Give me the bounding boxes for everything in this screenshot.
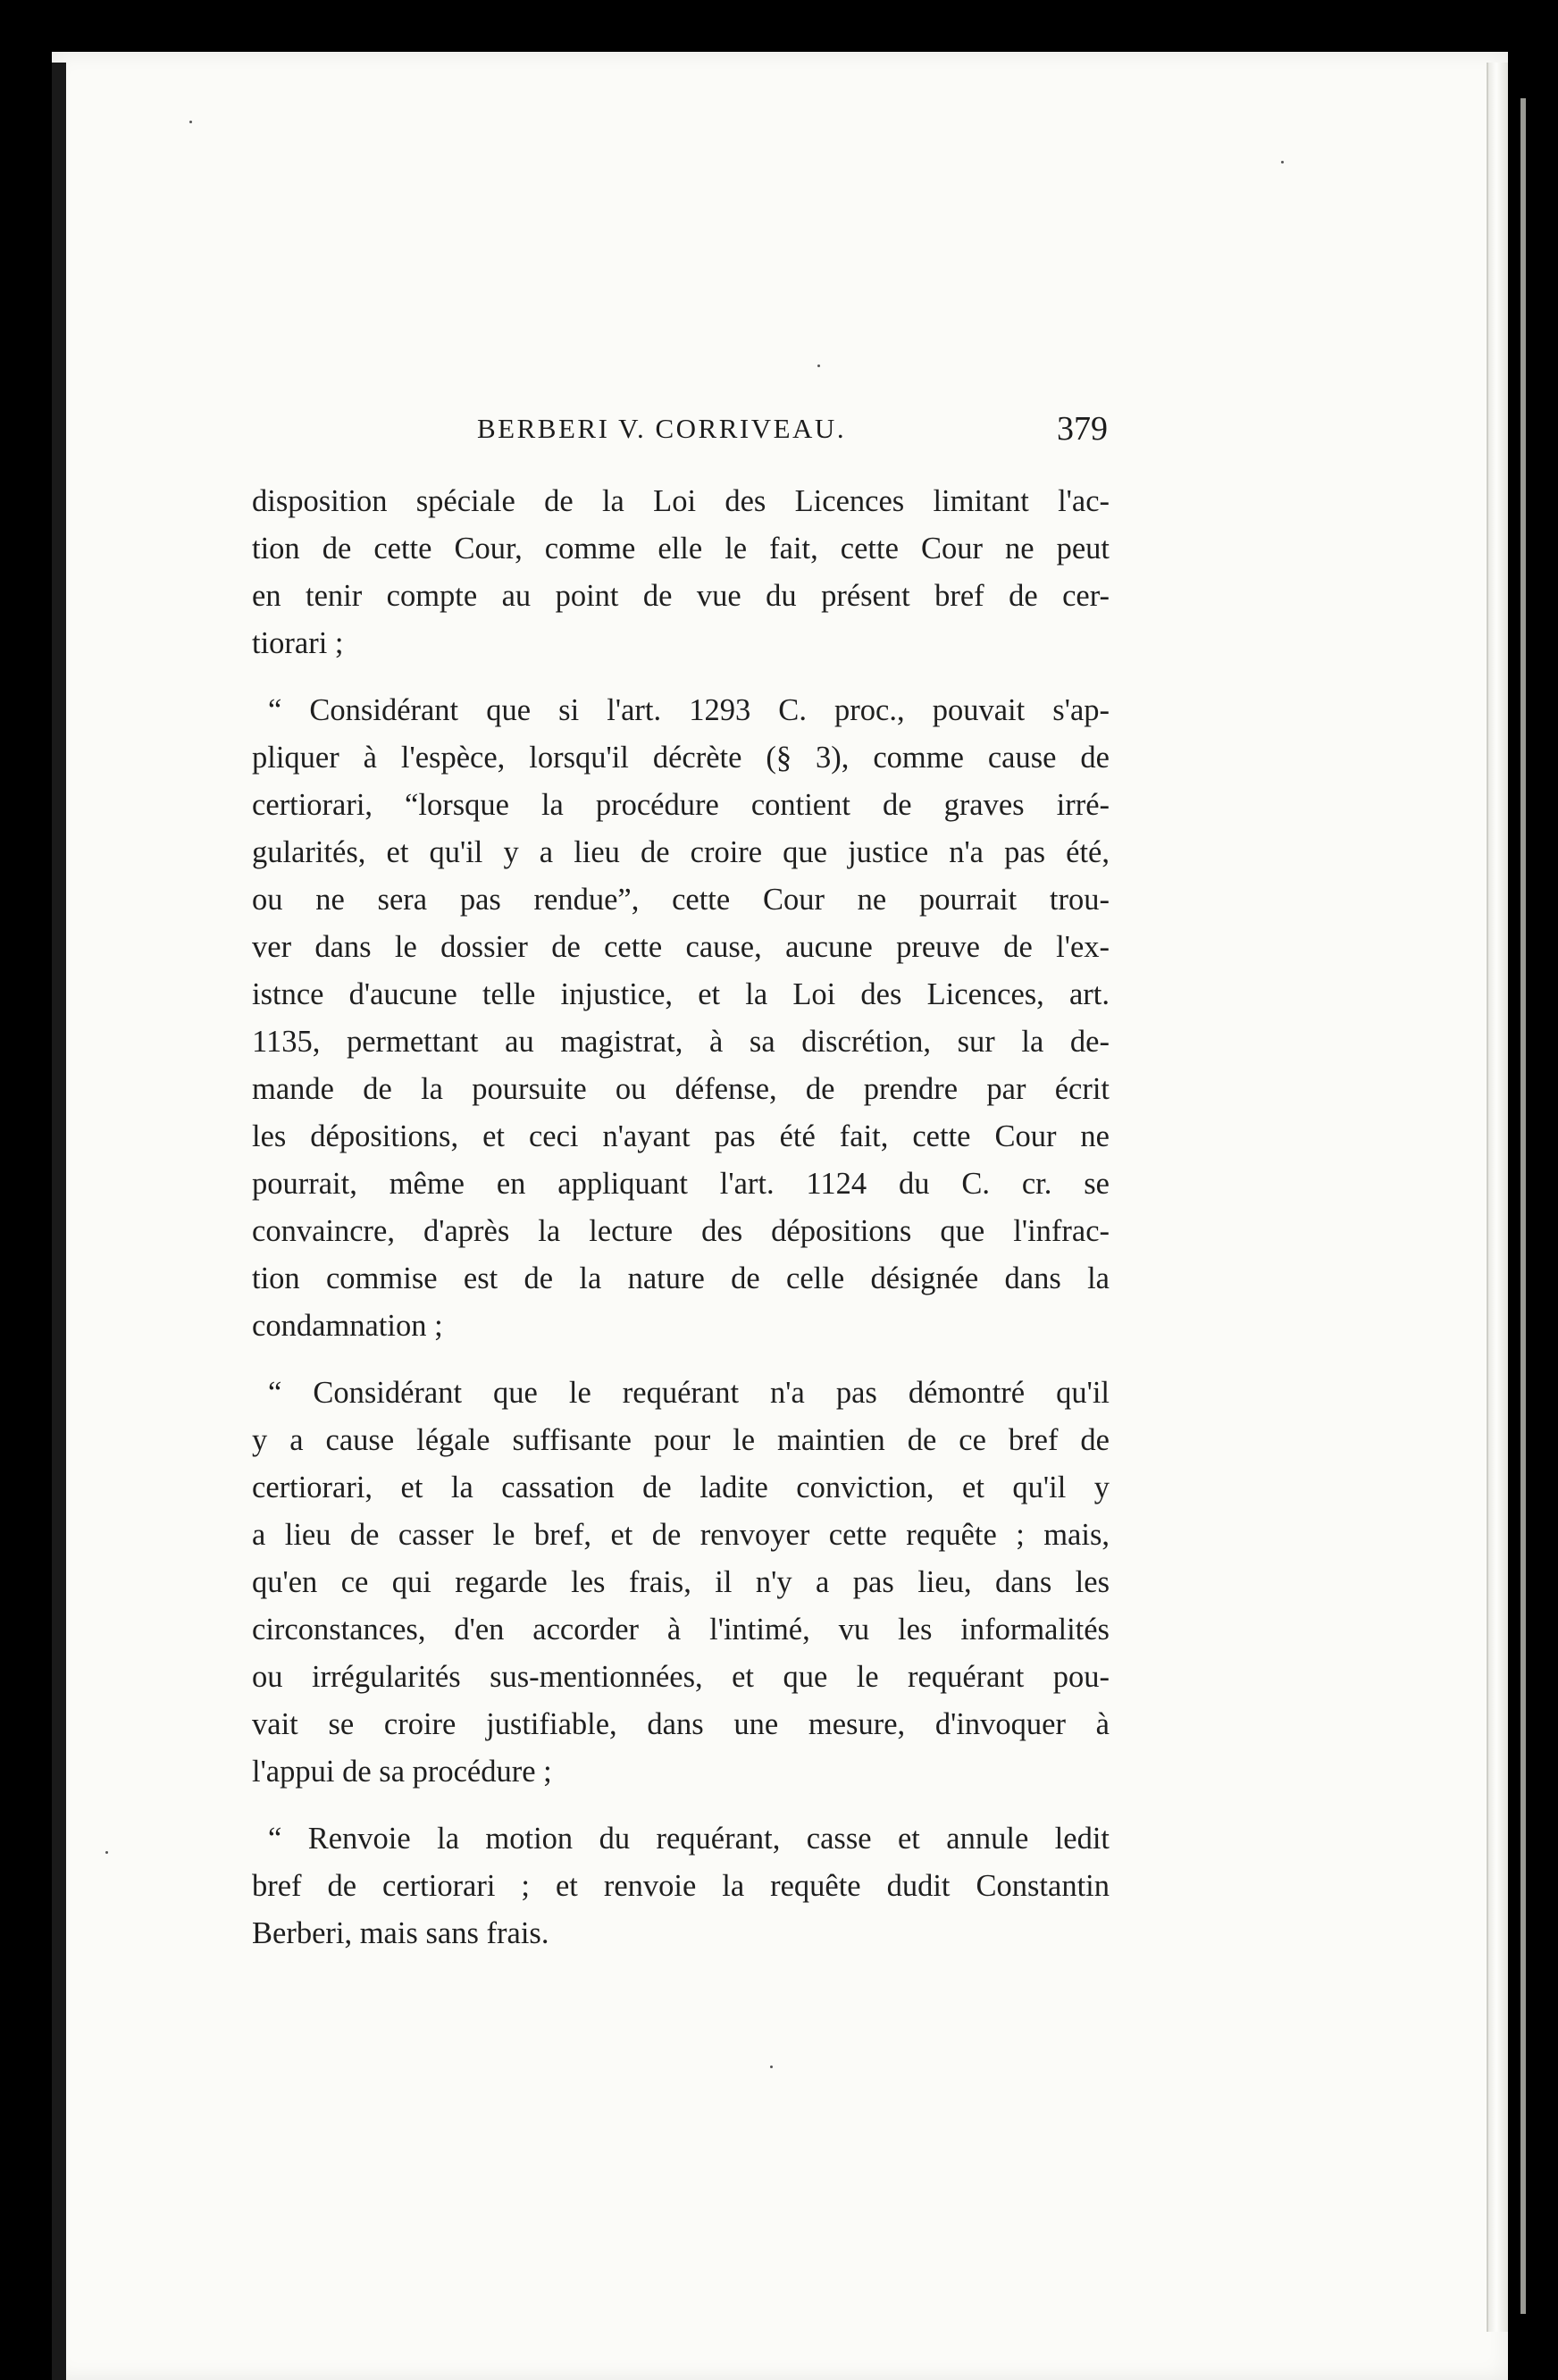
text-line: ou ne sera pas rendue”, cette Cour ne pourrait trou- [252, 883, 1110, 917]
text-line: les dépositions, et ceci n'ayant pas été fait, cette Cour ne [252, 1119, 1110, 1153]
text-line: gularités, et qu'il y a lieu de croire que justice n'a pas été, [252, 835, 1110, 869]
text-line: istnce d'aucune telle injustice, et la Loi des Licences, art. [252, 977, 1110, 1011]
text-line: certiorari, “lorsque la procédure contient de graves irré- [252, 788, 1110, 822]
running-head [250, 410, 1108, 457]
body-text [252, 478, 1110, 1957]
page-gutter-shadow [52, 63, 66, 2380]
page-edge-shadow [1520, 98, 1526, 2314]
text-line: qu'en ce qui regarde les frais, il n'y a pas lieu, dans les [252, 1565, 1110, 1599]
text-line: y a cause légale suffisante pour le maintien de ce bref de [252, 1423, 1110, 1457]
page-fore-edge [1487, 63, 1508, 2332]
text-line: bref de certiorari ; et renvoie la requête dudit Constantin [252, 1869, 1110, 1903]
text-line: pliquer à l'espèce, lorsqu'il décrète (§ 3), comme cause de [252, 741, 1110, 775]
text-line: tiorari ; [252, 626, 344, 660]
text-line: disposition spéciale de la Loi des Licences limitant l'ac- [252, 484, 1110, 518]
text-line: convaincre, d'après la lecture des dépositions que l'infrac- [252, 1214, 1110, 1248]
paper-speck [189, 121, 192, 123]
paper-speck [817, 365, 820, 367]
text-line: ver dans le dossier de cette cause, aucune preuve de l'ex- [252, 930, 1110, 964]
text-line: ou irrégularités sus-mentionnées, et que le requérant pou- [252, 1660, 1110, 1694]
paragraph [252, 1370, 1110, 1796]
text-line: certiorari, et la cassation de ladite conviction, et qu'il y [252, 1471, 1110, 1504]
text-line: tion de cette Cour, comme elle le fait, cette Cour ne peut [252, 532, 1110, 566]
paragraph [252, 687, 1110, 1350]
text-line: vait se croire justifiable, dans une mesure, d'invoquer à [252, 1707, 1110, 1741]
paper-speck [105, 1851, 108, 1854]
text-line: circonstances, d'en accorder à l'intimé, vu les informalités [252, 1613, 1110, 1647]
text-line: condamnation ; [252, 1309, 443, 1343]
text-line: 1135, permettant au magistrat, à sa discrétion, sur la de- [252, 1025, 1110, 1059]
text-line: tion commise est de la nature de celle désignée dans la [252, 1261, 1110, 1295]
page-number: 379 [1057, 410, 1108, 448]
text-line: pourrait, même en appliquant l'art. 1124 du C. cr. se [252, 1167, 1110, 1201]
text-line: l'appui de sa procédure ; [252, 1755, 552, 1789]
running-title: BERBERI V. CORRIVEAU. [477, 413, 847, 444]
text-line: mande de la poursuite ou défense, de prendre par écrit [252, 1072, 1110, 1106]
text-line: en tenir compte au point de vue du présent bref de cer- [252, 579, 1110, 613]
text-line: “ Considérant que si l'art. 1293 C. proc., pouvait s'ap- [268, 693, 1110, 727]
paper-speck [1281, 161, 1284, 163]
paragraph [252, 478, 1110, 667]
text-line: Berberi, mais sans frais. [252, 1916, 549, 1950]
text-line: a lieu de casser le bref, et de renvoyer cette requête ; mais, [252, 1518, 1110, 1552]
text-line: “ Renvoie la motion du requérant, casse et annule ledit [268, 1822, 1110, 1856]
text-line: “ Considérant que le requérant n'a pas démontré qu'il [268, 1376, 1110, 1410]
paragraph [252, 1815, 1110, 1957]
paper-speck [770, 2066, 773, 2068]
